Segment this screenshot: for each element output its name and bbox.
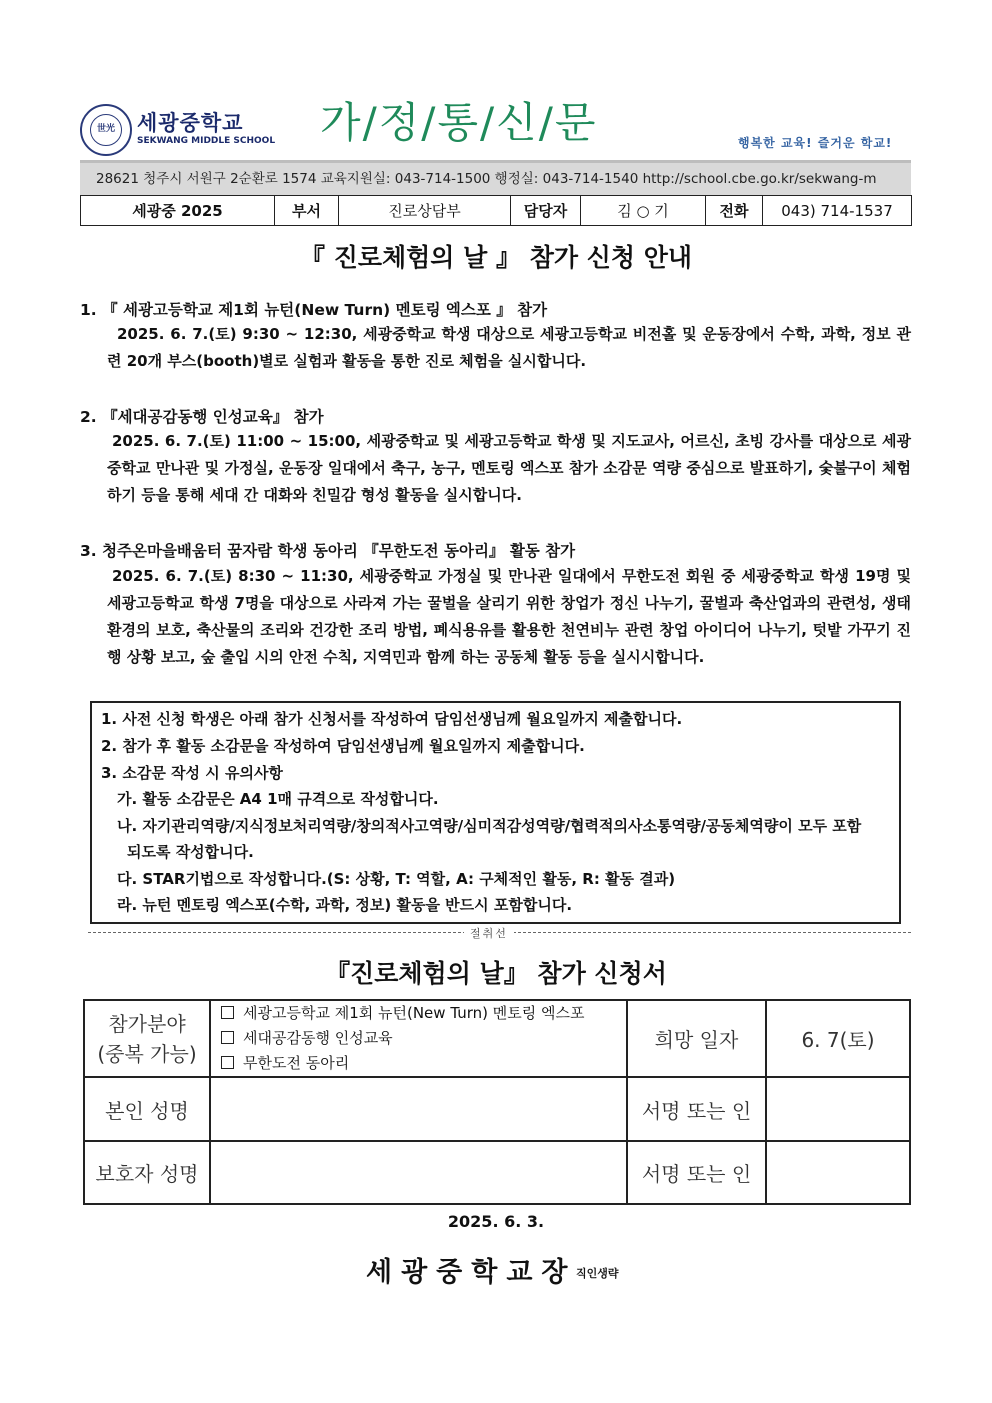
notice-subitem-d: 라. 뉴턴 멘토링 엑스포(수학, 과학, 정보) 활동을 반드시 포함합니다. [117,896,573,914]
student-sign-label: 서명 또는 인 [627,1077,766,1141]
document-title: 가/정/통/신/문 [320,98,598,147]
field-label: 참가분야 [108,1011,186,1036]
option-club-label: 무한도전 동아리 [243,1054,350,1072]
section-3-body: 2025. 6. 7.(토) 8:30 ~ 11:30, 세광중학교 가정실 및 만나관 일대에서 무한도전 회원 중 세광중학교 학생 19명 및 세광고등학교 학생 7명을 대상으로 사라져 가는 꿀벌을 살리기 위한 창업가 정신 나누기, 꿀벌과 축산업과의 관련성, 생태 환경의 보호, 축산물의 조리와 건강한 조리 방법, 폐식용유를 활용한 천연비누 관련 창업 아이디어 나누기, 텃밭 가꾸기 진행 상황 보고, 숲 출입 시의 안전 수칙, 지역민과 함께 하는 공동체 활동 등을 실시시합니다. [107,567,911,666]
section-2-body: 2025. 6. 7.(토) 11:00 ~ 15:00, 세광중학교 및 세광고등학교 학생 및 지도교사, 어르신, 초빙 강사를 대상으로 세광중학교 만나관 및 가정실, 운동장 일대에서 축구, 농구, 멘토링 엑스포 참가 소감문 역량 중심으로 발표하기, 숯불구이 체험하기 등을 통해 세대 간 대화와 친밀감 형성 활동을 실시합니다. [107,432,911,504]
notice-subitem-c: 다. STAR기법으로 작성합니다.(S: 상황, T: 역할, A: 구체적인 활동, R: 활동 결과) [117,870,676,888]
notice-subitem-b: 나. 자기관리역량/지식정보처리역량/창의적사고역량/심미적감성역량/협력적의사소통역량/공동체역량이 모두 포함 [117,817,862,835]
phone-label: 전화 [706,196,763,226]
application-title: 『진로체험의 날』 참가 신청서 [325,959,667,988]
school-emblem-icon [80,104,132,156]
section-3-heading: 3. 청주온마을배움터 꿈자람 학생 동아리 『무한도전 동아리』 활동 참가 [80,542,576,560]
section-1-body: 2025. 6. 7.(토) 9:30 ~ 12:30, 세광중학교 학생 대상으로 세광고등학교 비전홀 및 운동장에서 수학, 과학, 정보 관련 20개 부스(booth)별로 실험과 활동을 통한 진로 체험을 실시합니다. [107,325,911,370]
guardian-name-label: 보호자 성명 [84,1141,210,1204]
option-club[interactable] [221,1051,626,1076]
manager-label: 담당자 [511,196,581,226]
address-bar: 28621 청주시 서원구 2순환로 1574 교육지원실: 043-714-1500 행정실: 043-714-1540 http://school.cbe.go.kr/sekwang-m [80,160,911,195]
wish-date-label: 희망 일자 [627,1000,766,1077]
cut-line-label: 절취선 [464,925,514,941]
student-sign-field[interactable] [766,1077,910,1141]
phone-value: 043) 714-1537 [763,196,912,226]
checkbox-character[interactable] [221,1031,234,1044]
student-name-field[interactable] [210,1077,627,1141]
checkbox-club[interactable] [221,1056,234,1069]
application-form [83,999,911,1205]
school-slogan: 행복한 교육! 즐거운 학교! [738,136,893,150]
notice-item-1: 1. 사전 신청 학생은 아래 참가 신청서를 작성하여 담임선생님께 월요일까지 제출합니다. [101,710,683,728]
dept-value: 진로상담부 [339,196,511,226]
school-name: 세광중학교 [137,111,244,135]
option-expo-label: 세광고등학교 제1회 뉴턴(New Turn) 멘토링 엑스포 [243,1004,585,1022]
issue-number: 세광중 2025 [81,196,275,226]
student-name-label: 본인 성명 [84,1077,210,1141]
field-options [210,1000,627,1077]
emblem-center-text: 世光 [90,114,122,146]
field-label-note: (중복 가능) [97,1041,197,1066]
principal-name: 세광중학교장 [366,1257,577,1288]
notice-subitem-a: 가. 활동 소감문은 A4 1매 규격으로 작성합니다. [117,790,439,808]
notice-subitem-b-cont: 되도록 작성합니다. [127,843,254,861]
option-character[interactable] [221,1026,626,1051]
issue-date: 2025. 6. 3. [447,1212,545,1231]
guardian-name-field[interactable] [210,1141,627,1204]
wish-date-value: 6. 7(토) [766,1000,910,1077]
section-2-heading: 2. 『세대공감동행 인성교육』 참가 [80,408,324,426]
seal-note: 직인생략 [576,1267,619,1280]
notice-box [90,701,901,924]
section-1-heading: 1. 『 세광고등학교 제1회 뉴턴(New Turn) 멘토링 엑스포 』 참가 [80,301,548,319]
option-expo[interactable] [221,1001,626,1026]
main-title: 『 진로체험의 날 』 참가 신청 안내 [299,243,693,272]
guardian-sign-field[interactable] [766,1141,910,1204]
checkbox-expo[interactable] [221,1006,234,1019]
info-table [80,195,912,226]
school-english-name: SEKWANG MIDDLE SCHOOL [137,136,276,146]
dept-label: 부서 [275,196,339,226]
manager-value: 김 ○ 기 [581,196,706,226]
notice-item-2: 2. 참가 후 활동 소감문을 작성하여 담임선생님께 월요일까지 제출합니다. [101,737,585,755]
guardian-sign-label: 서명 또는 인 [627,1141,766,1204]
option-character-label: 세대공감동행 인성교육 [243,1029,393,1047]
field-label-cell [84,1000,210,1077]
notice-item-3: 3. 소감문 작성 시 유의사항 [101,764,283,782]
